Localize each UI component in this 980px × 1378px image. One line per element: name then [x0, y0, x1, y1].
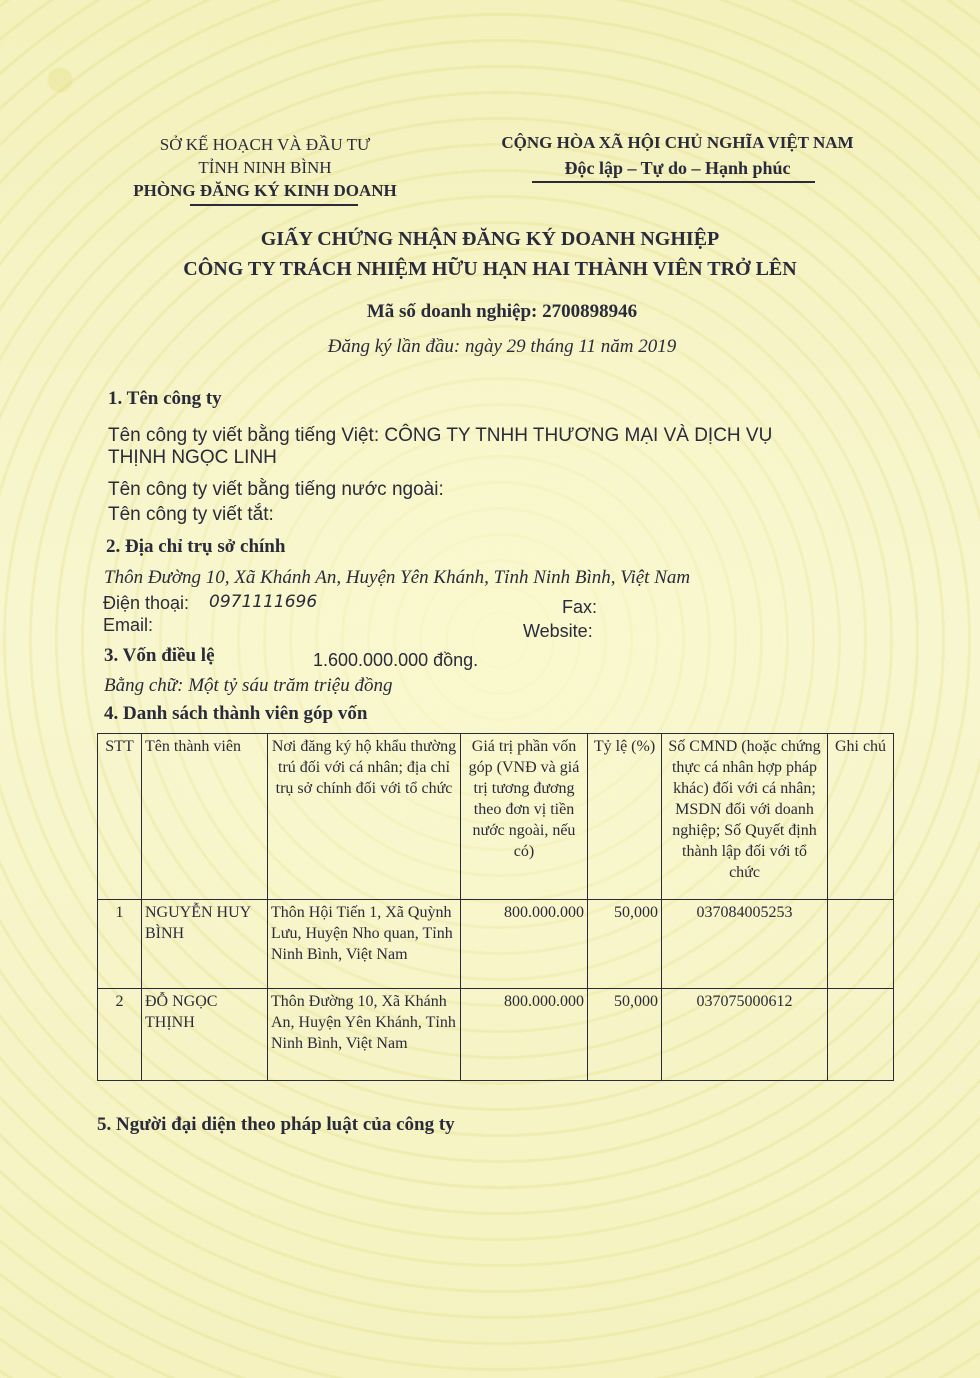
table-header-row	[98, 734, 894, 900]
enterprise-code: Mã số doanh nghiệp: 2700898946	[366, 301, 638, 322]
row1-name: NGUYỄN HUY BÌNH	[142, 900, 268, 988]
col-residence: Nơi đăng ký hộ khẩu thường trú đối với cá nhân; địa chỉ trụ sở chính đối với tổ chức	[268, 734, 461, 900]
motto-underline	[532, 181, 815, 183]
row2-address: Thôn Đường 10, Xã Khánh An, Huyện Yên Khánh, Tỉnh Ninh Bình, Việt Nam	[268, 988, 461, 1080]
row2-id-number: 037075000612	[662, 988, 828, 1080]
section5-heading: 5. Người đại diện theo pháp luật của công ty	[97, 1114, 455, 1135]
row2-stt: 2	[98, 988, 142, 1080]
agency-underline	[190, 204, 358, 206]
row1-note	[828, 900, 894, 988]
section4-heading: 4. Danh sách thành viên góp vốn	[104, 703, 368, 724]
col-note: Ghi chú	[828, 734, 894, 900]
row1-id-number: 037084005253	[662, 900, 828, 988]
company-type-title: CÔNG TY TRÁCH NHIỆM HỮU HẠN HAI THÀNH VIÊN TRỞ LÊN	[183, 258, 797, 280]
vietnamese-name-line1: Tên công ty viết bằng tiếng Việt: CÔNG TY TNHH THƯƠNG MẠI VÀ DỊCH VỤ	[108, 425, 773, 446]
charter-capital-in-words: Bằng chữ: Một tỷ sáu trăm triệu đồng	[104, 675, 393, 696]
row1-address: Thôn Hội Tiến 1, Xã Quỳnh Lưu, Huyện Nho quan, Tỉnh Ninh Bình, Việt Nam	[268, 900, 461, 988]
col-id-number: Số CMND (hoặc chứng thực cá nhân hợp pháp khác) đối với cá nhân; MSDN đối với doanh nghiệp; Số Quyết định thành lập đối với tổ chức	[662, 734, 828, 900]
phone-value: 0971111696	[209, 592, 318, 612]
first-registration-date: Đăng ký lần đầu: ngày 29 tháng 11 năm 2019	[327, 336, 677, 357]
vietnamese-name-line2: THỊNH NGỌC LINH	[108, 447, 277, 468]
short-name: Tên công ty viết tắt:	[108, 504, 274, 525]
row1-capital: 800.000.000	[461, 900, 588, 988]
row1-stt: 1	[98, 900, 142, 988]
col-stt: STT	[98, 734, 142, 900]
section1-heading: 1. Tên công ty	[108, 388, 222, 409]
section2-heading: 2. Địa chỉ trụ sở chính	[106, 536, 286, 557]
col-capital-value: Giá trị phần vốn góp (VNĐ và giá trị tương đương theo đơn vị tiền nước ngoài, nếu có)	[461, 734, 588, 900]
members-table	[97, 733, 894, 1081]
email-label: Email:	[103, 615, 154, 635]
col-member-name: Tên thành viên	[142, 734, 268, 900]
phone-label: Điện thoại:	[103, 593, 190, 613]
row2-ratio: 50,000	[588, 988, 662, 1080]
table-row	[98, 900, 894, 988]
charter-capital-amount: 1.600.000.000 đồng.	[313, 650, 479, 670]
foreign-name: Tên công ty viết bằng tiếng nước ngoài:	[108, 479, 444, 500]
fax-label: Fax:	[562, 597, 598, 617]
website-label: Website:	[523, 621, 593, 641]
agency-name: SỞ KẾ HOẠCH VÀ ĐẦU TƯ	[159, 135, 371, 154]
col-ratio: Tỷ lệ (%)	[588, 734, 662, 900]
table-row	[98, 988, 894, 1080]
national-title: CỘNG HÒA XÃ HỘI CHỦ NGHĨA VIỆT NAM	[501, 133, 854, 152]
section3-heading: 3. Vốn điều lệ	[104, 645, 215, 666]
row2-note	[828, 988, 894, 1080]
certificate-title: GIẤY CHỨNG NHẬN ĐĂNG KÝ DOANH NGHIỆP	[260, 228, 720, 250]
national-motto: Độc lập – Tự do – Hạnh phúc	[564, 158, 791, 178]
head-office-address: Thôn Đường 10, Xã Khánh An, Huyện Yên Khánh, Tỉnh Ninh Bình, Việt Nam	[104, 567, 691, 588]
agency-province: TỈNH NINH BÌNH	[198, 158, 332, 177]
row2-capital: 800.000.000	[461, 988, 588, 1080]
agency-office: PHÒNG ĐĂNG KÝ KINH DOANH	[133, 181, 397, 200]
row2-name: ĐỖ NGỌC THỊNH	[142, 988, 268, 1080]
row1-ratio: 50,000	[588, 900, 662, 988]
